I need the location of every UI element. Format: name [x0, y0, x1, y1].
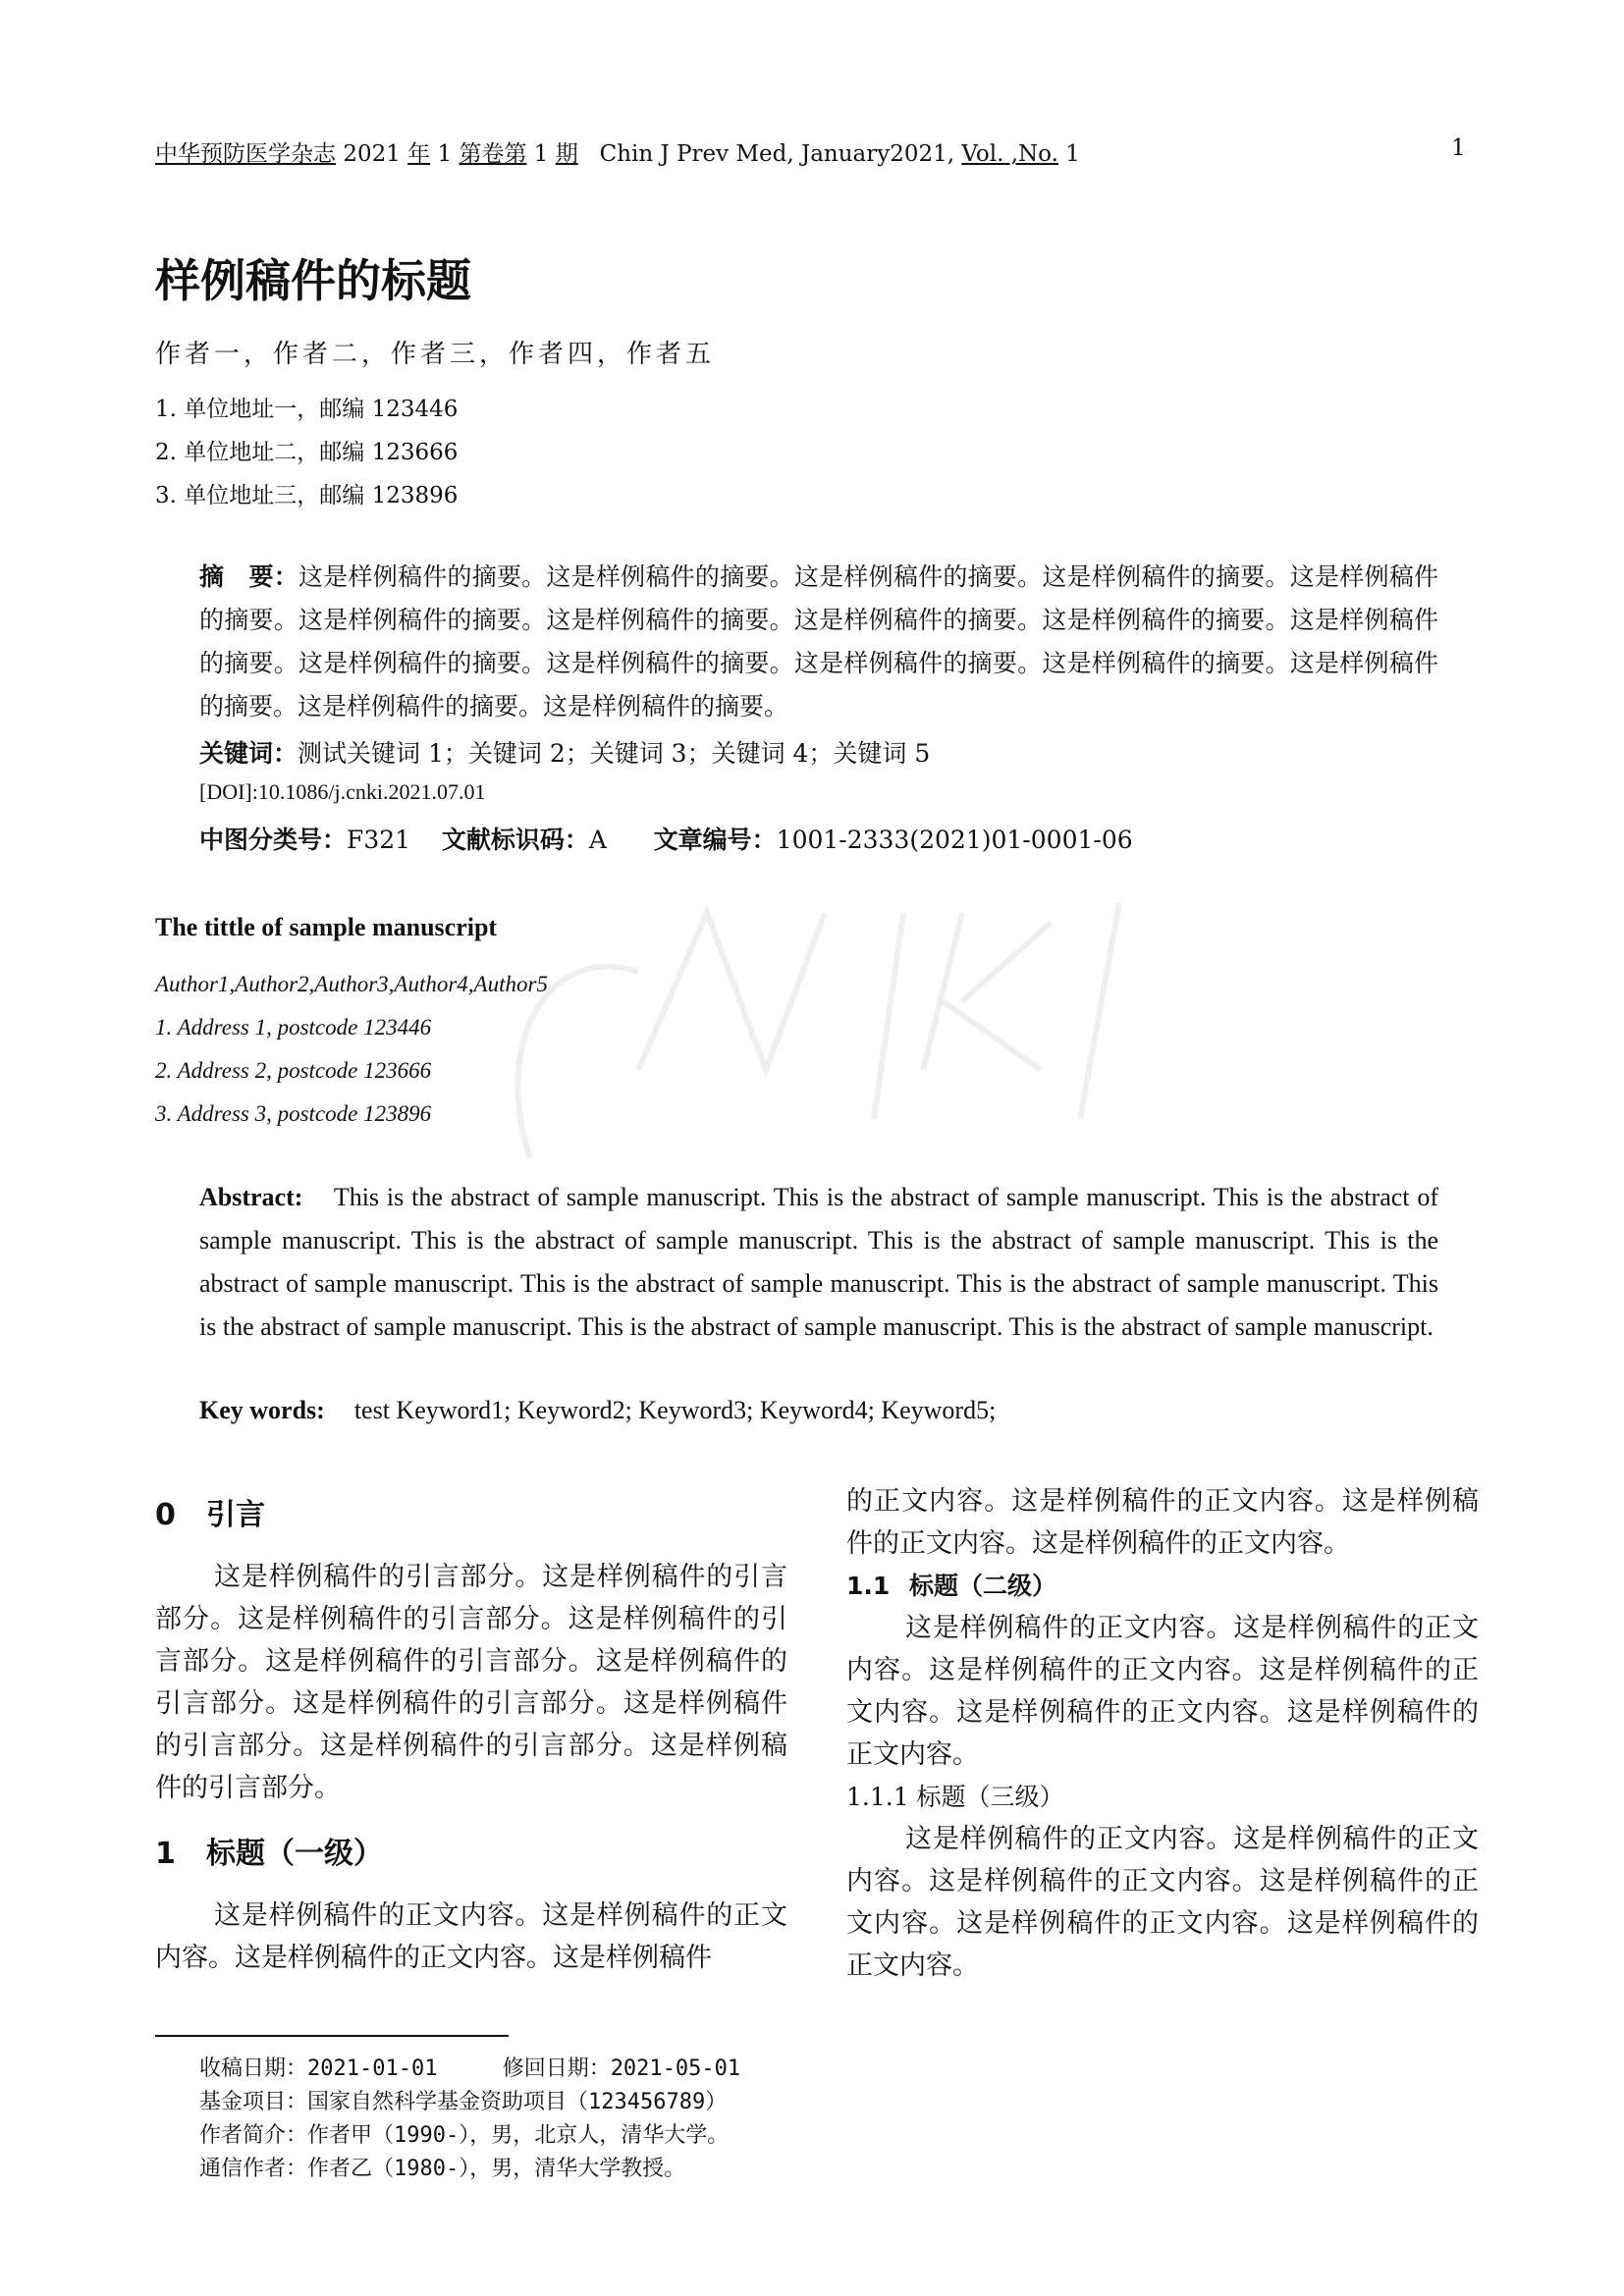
affiliation-3-en: 3. Address 3, postcode 123896 [155, 1101, 432, 1126]
section-1-1-title: 标题（二级） [909, 1572, 1057, 1600]
keywords-cn [199, 734, 930, 770]
article-no-label: 文章编号： [653, 826, 777, 854]
section-0-heading [155, 1494, 787, 1536]
section-0-number: 0 [155, 1498, 176, 1532]
right-column [846, 1480, 1479, 1987]
article-title-cn: 样例稿件的标题 [155, 254, 471, 307]
footnote-fund: 基金项目：国家自然科学基金资助项目（123456789） [199, 2090, 728, 2114]
page-number: 1 [1451, 135, 1466, 161]
volume-en: Vol. ,No. [961, 141, 1058, 167]
clc-value: F321 [347, 826, 411, 854]
keywords-label-en: Key words: [199, 1396, 325, 1424]
year-cn: 2021 [343, 141, 401, 167]
section-1-1-number: 1.1 [846, 1572, 891, 1600]
section-1-1-text: 这是样例稿件的正文内容。这是样例稿件的正文内容。这是样例稿件的正文内容。这是样例稿件的正文内容。这是样例稿件的正文内容。这是样例稿件的正文内容。 [846, 1613, 1479, 1770]
section-0-title: 引言 [206, 1498, 265, 1532]
affiliation-2-en: 2. Address 2, postcode 123666 [155, 1058, 432, 1083]
issue-cn: 1 [437, 141, 453, 167]
keywords-label-cn: 关键词： [199, 739, 298, 768]
section-1-text-continued: 的正文内容。这是样例稿件的正文内容。这是样例稿件的正文内容。这是样例稿件的正文内容。 [846, 1486, 1479, 1559]
date-en: January2021, [800, 141, 955, 167]
footnote-divider [155, 2035, 509, 2037]
affiliation-1-en: 1. Address 1, postcode 123446 [155, 1015, 432, 1040]
section-1-1-1-heading: 1.1.1 标题（三级） [846, 1783, 1064, 1811]
section-1-number: 1 [155, 1837, 176, 1871]
journal-name-en: Chin J Prev Med, [599, 141, 794, 167]
revised-date: 修回日期：2021-05-01 [502, 2056, 741, 2081]
journal-name-cn: 中华预防医学杂志 [155, 141, 336, 167]
section-1-heading [155, 1833, 787, 1875]
doc-code-label: 文献标识码： [441, 826, 589, 854]
abstract-text-cn: 这是样例稿件的摘要。这是样例稿件的摘要。这是样例稿件的摘要。这是样例稿件的摘要。这是样例稿件的摘要。这是样例稿件的摘要。这是样例稿件的摘要。这是样例稿件的摘要。这是样例稿件的摘要。这是样例稿件的摘要。这是样例稿件的摘要。这是样例稿件的摘要。这是样例稿件的摘要。这是样例稿件的摘要。这是样例稿件的摘要。这是样例稿件的摘要。这是样例稿件的摘要。 [199, 562, 1438, 721]
affiliation-2-cn: 2. 单位地址二，邮编 123666 [155, 440, 459, 465]
section-1-text: 这是样例稿件的正文内容。这是样例稿件的正文内容。这是样例稿件的正文内容。这是样例稿件 [155, 1900, 787, 1973]
left-column [155, 1494, 787, 1979]
footnote-dates [199, 2052, 740, 2082]
year-unit: 年 [407, 141, 431, 167]
footnote-bio: 作者简介：作者甲（1990-），男，北京人，清华大学。 [199, 2123, 730, 2148]
issue-no-cn: 1 [533, 141, 549, 167]
issue-unit: 期 [555, 141, 578, 167]
section-1-1-1-text: 这是样例稿件的正文内容。这是样例稿件的正文内容。这是样例稿件的正文内容。这是样例稿件的正文内容。这是样例稿件的正文内容。这是样例稿件的正文内容。 [846, 1824, 1479, 1981]
abstract-en [199, 1176, 1438, 1349]
affiliation-1-cn: 1. 单位地址一，邮编 123446 [155, 397, 459, 422]
abstract-label-cn: 摘 要： [199, 562, 298, 591]
affiliation-3-cn: 3. 单位地址三，邮编 123896 [155, 483, 459, 508]
section-1-title: 标题（一级） [206, 1837, 383, 1871]
abstract-label-en: Abstract: [199, 1183, 303, 1211]
section-0-text: 这是样例稿件的引言部分。这是样例稿件的引言部分。这是样例稿件的引言部分。这是样例稿件的引言部分。这是样例稿件的引言部分。这是样例稿件的引言部分。这是样例稿件的引言部分。这是样例稿件的引言部分。这是样例稿件的引言部分。这是样例稿件的引言部分。 [155, 1562, 787, 1803]
abstract-cn [199, 556, 1438, 728]
clc-label: 中图分类号： [199, 826, 348, 854]
classification-row [199, 821, 1133, 856]
article-no-value: 1001-2333(2021)01-0001-06 [776, 826, 1133, 854]
footnote-corresponding: 通信作者：作者乙（1980-），男，清华大学教授。 [199, 2157, 686, 2181]
volume-cn: 第卷第 [459, 141, 527, 167]
keywords-text-cn: 测试关键词 1；关键词 2；关键词 3；关键词 4；关键词 5 [298, 739, 931, 768]
received-date: 收稿日期：2021-01-01 [199, 2056, 438, 2081]
article-title-en: The tittle of sample manuscript [155, 913, 498, 941]
issue-no-en: 1 [1065, 141, 1080, 167]
section-1-1-heading [846, 1565, 1479, 1607]
keywords-en [199, 1396, 996, 1425]
abstract-text-en: This is the abstract of sample manuscript. This is the abstract of sample manuscript. This is the abstract of sample manuscript. This is the abstract of sample manuscript. This is the abstract of sample manuscript. This is the abstract of sample manuscript. This is the abstract of sample manuscript. This is the abstract of sample manuscript. This is the abstract of sample manuscript. This is the abstract of sample manuscript. This is the abstract of sample manuscript. [199, 1183, 1439, 1341]
doi: [DOI]:10.1086/j.cnki.2021.07.01 [199, 779, 486, 804]
doc-code-value: A [588, 826, 607, 854]
authors-en: Author1,Author2,Author3,Author4,Author5 [155, 972, 548, 996]
running-header [155, 135, 1080, 168]
keywords-text-en: test Keyword1; Keyword2; Keyword3; Keyword4; Keyword5; [353, 1396, 997, 1424]
authors-cn: 作者一，作者二，作者三，作者四，作者五 [155, 340, 716, 369]
